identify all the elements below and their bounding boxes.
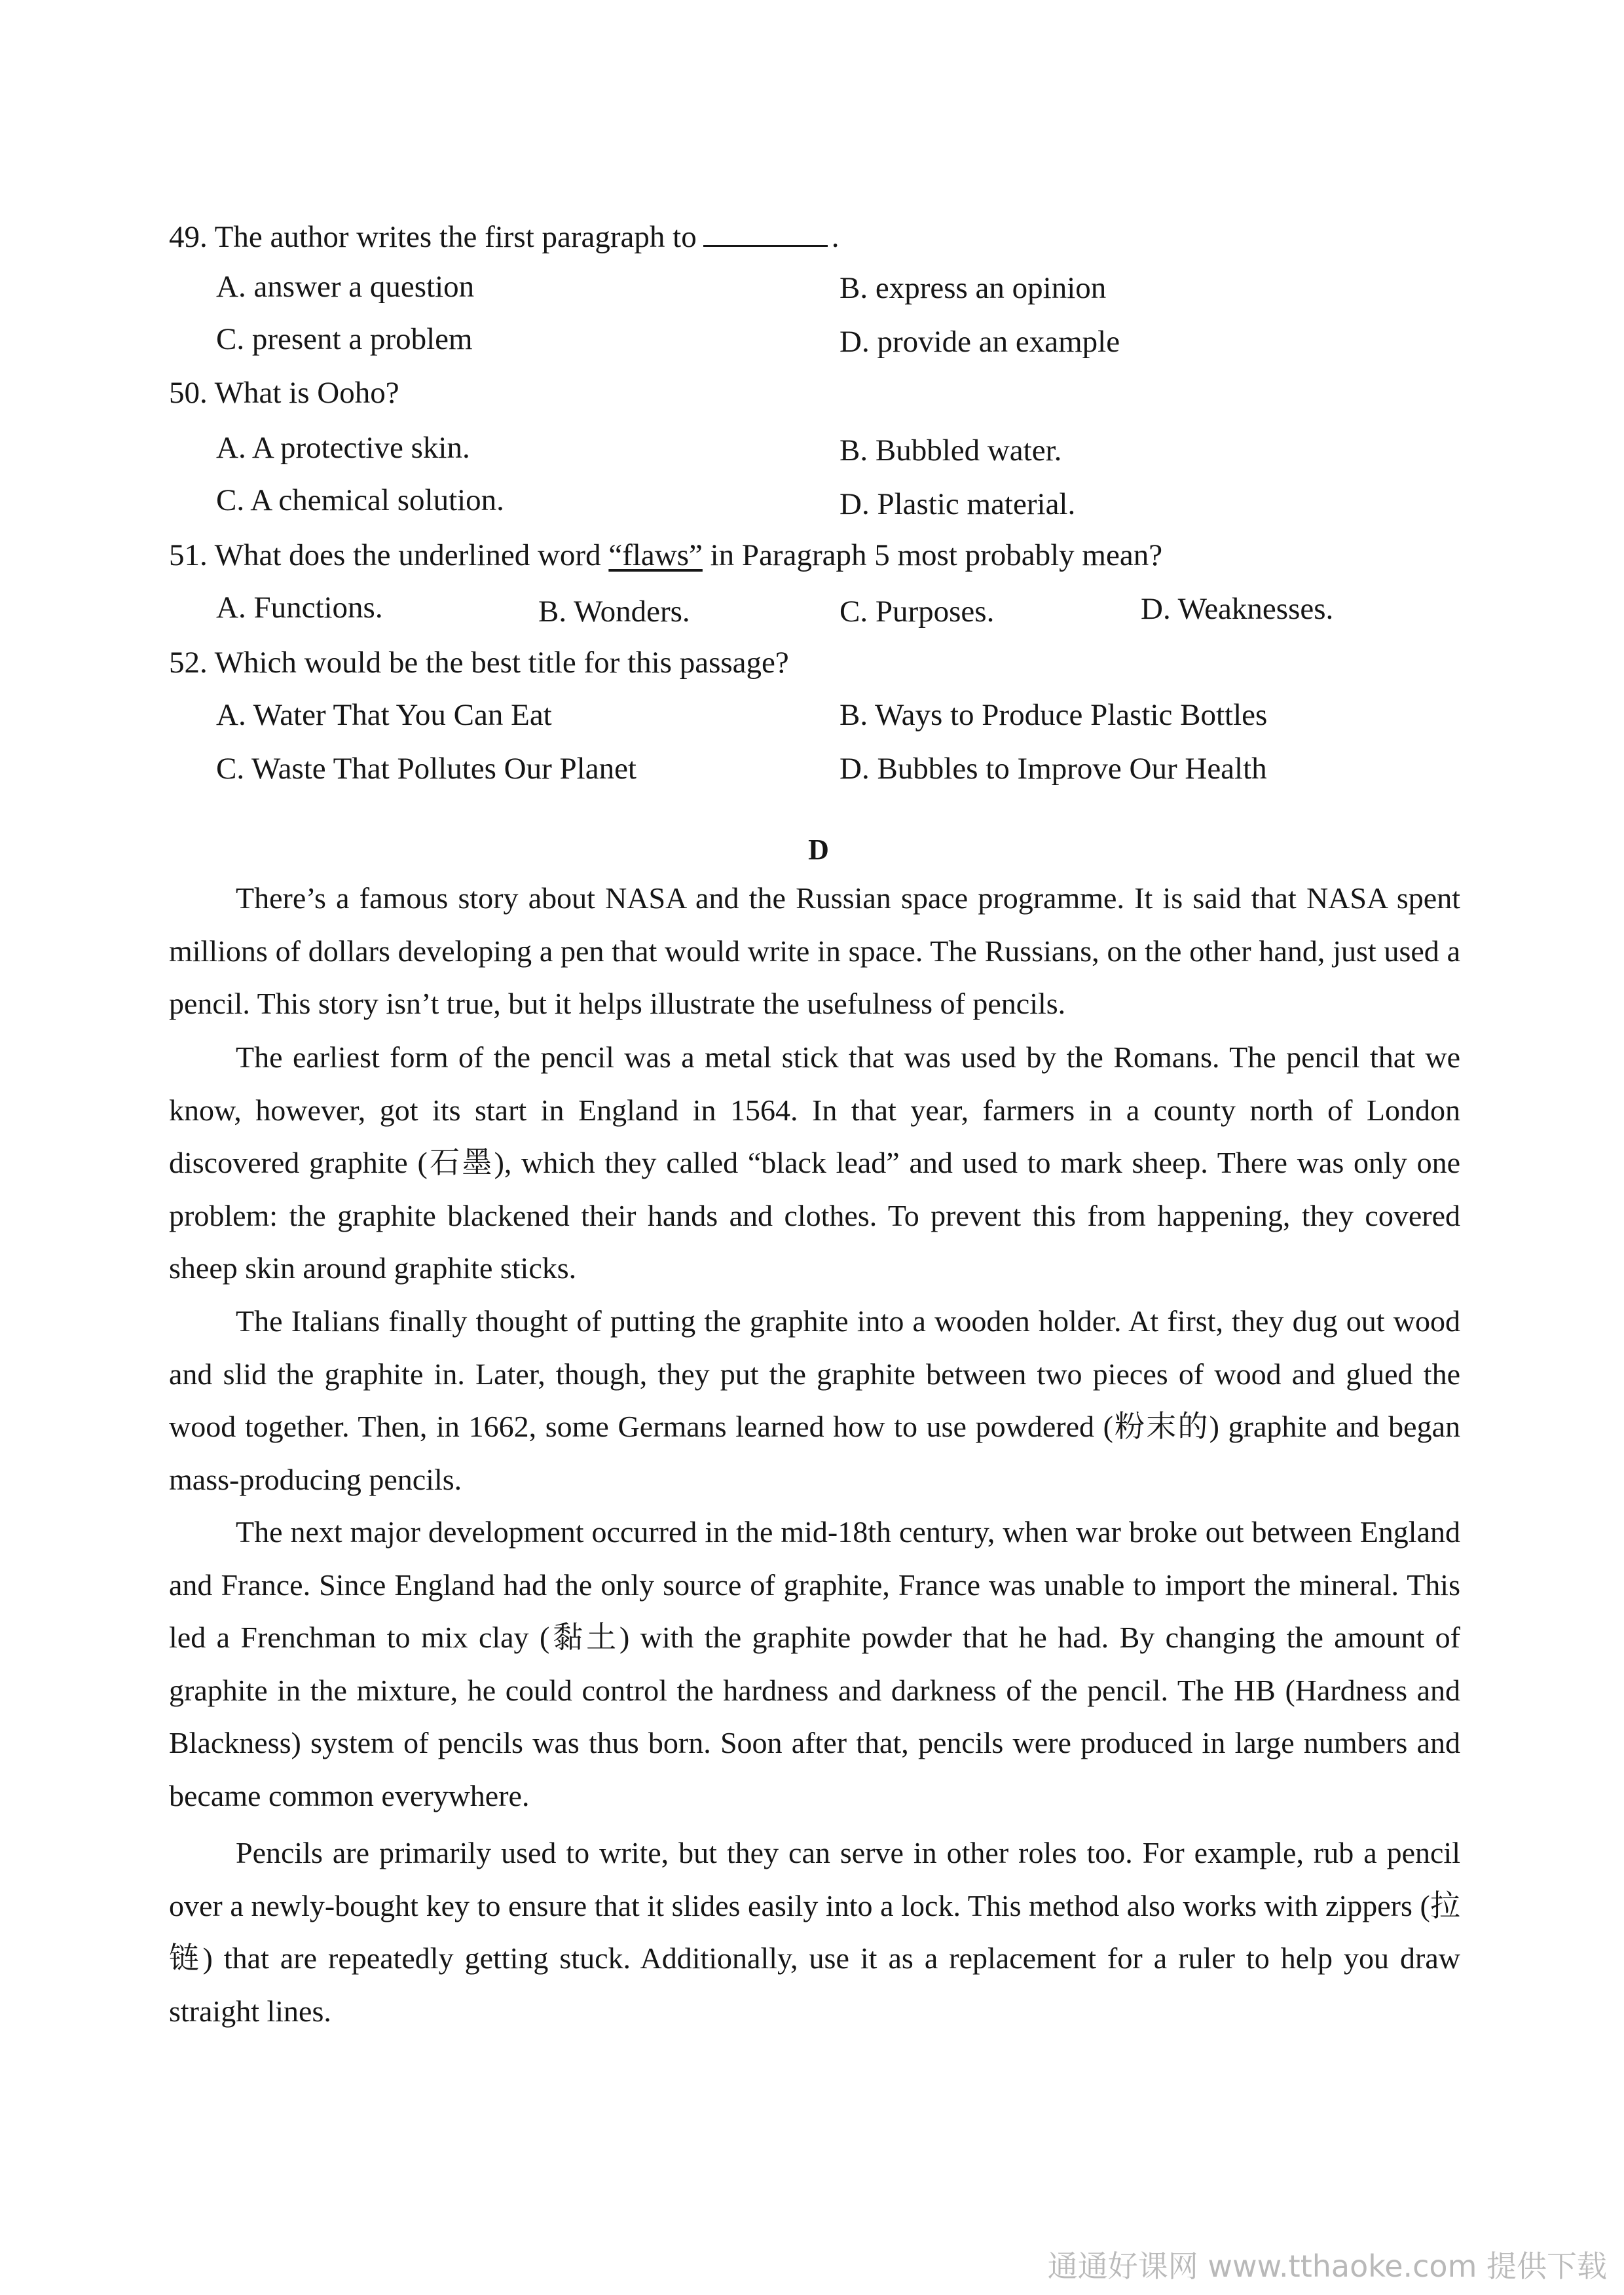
section-heading: D [808, 834, 829, 866]
question-49-text: 49. The author writes the first paragraph to [169, 220, 697, 254]
question-51-option-b: B. Wonders. [538, 595, 690, 629]
question-51-stem [169, 537, 1162, 574]
question-50-option-d: D. Plastic material. [840, 487, 1076, 521]
question-49-option-b: B. express an opinion [840, 271, 1107, 305]
question-49-option-d: D. provide an example [840, 325, 1120, 359]
passage-paragraph-5: Pencils are primarily used to write, but they can serve in other roles too. For example, rub a pencil over a newly-bought key to ensure that it slides easily into a lock. This method also works with zippers (拉链) that are repeatedly getting stuck. Additionally, use it as a replacement for a ruler to help you draw straight lines. [169, 1836, 1460, 2028]
question-51-option-c: C. Purposes. [840, 595, 995, 629]
question-51-text-end: in Paragraph 5 most probably mean? [702, 538, 1163, 572]
question-52-option-b: B. Ways to Produce Plastic Bottles [840, 698, 1268, 732]
question-52-option-c: C. Waste That Pollutes Our Planet [216, 752, 637, 786]
underlined-word: “flaws” [608, 538, 703, 572]
question-52-option-d: D. Bubbles to Improve Our Health [840, 752, 1267, 786]
stem-period: . [831, 220, 840, 254]
question-51-option-a: A. Functions. [216, 591, 383, 625]
question-50-stem: 50. What is Ooho? [169, 376, 399, 410]
question-50-option-b: B. Bubbled water. [840, 433, 1062, 468]
passage-paragraph-1: There’s a famous story about NASA and the Russian space programme. It is said that NASA spent millions of dollars developing a pen that would write in space. The Russians, on the other hand, just used a pencil. This story isn’t true, but it helps illustrate the usefulness of pencils. [169, 881, 1460, 1020]
question-49-stem [169, 216, 839, 255]
question-51-option-d: D. Weaknesses. [1141, 592, 1334, 626]
answer-blank [703, 216, 828, 247]
question-49-option-a: A. answer a question [216, 270, 475, 304]
question-50-option-c: C. A chemical solution. [216, 483, 504, 517]
question-51-text-start: 51. What does the underlined word [169, 538, 609, 572]
passage-paragraph-2: The earliest form of the pencil was a metal stick that was used by the Romans. The pencil that we know, however, got its start in England in 1564. In that year, farmers in a county north of London discovered graphite (石墨), which they called “black lead” and used to mark sheep. There was only one problem: the graphite blackened their hands and clothes. To prevent this from happening, they covered sheep skin around graphite sticks. [169, 1040, 1460, 1285]
question-50-option-a: A. A protective skin. [216, 431, 470, 465]
passage-paragraph-4: The next major development occurred in the mid-18th century, when war broke out between England and France. Since England had the only source of graphite, France was unable to import the mineral. This led a Frenchman to mix clay (黏土) with the graphite powder that he had. By changing the amount of graphite in the mixture, he could control the hardness and darkness of the pencil. The HB (Hardness and Blackness) system of pencils was thus born. Soon after that, pencils were produced in large numbers and became common everywhere. [169, 1515, 1460, 1812]
question-52-option-a: A. Water That You Can Eat [216, 698, 552, 732]
passage-paragraph-3: The Italians finally thought of putting the graphite into a wooden holder. At first, they dug out wood and slid the graphite in. Later, though, they put the graphite between two pieces of wood and glued the wood together. Then, in 1662, some Germans learned how to use powdered (粉末的) graphite and began mass-producing pencils. [169, 1304, 1460, 1496]
question-49-option-c: C. present a problem [216, 322, 473, 356]
question-52-stem: 52. Which would be the best title for this passage? [169, 646, 789, 680]
site-watermark: 通通好课网 www.tthaoke.com 提供下载 [1047, 2249, 1607, 2284]
